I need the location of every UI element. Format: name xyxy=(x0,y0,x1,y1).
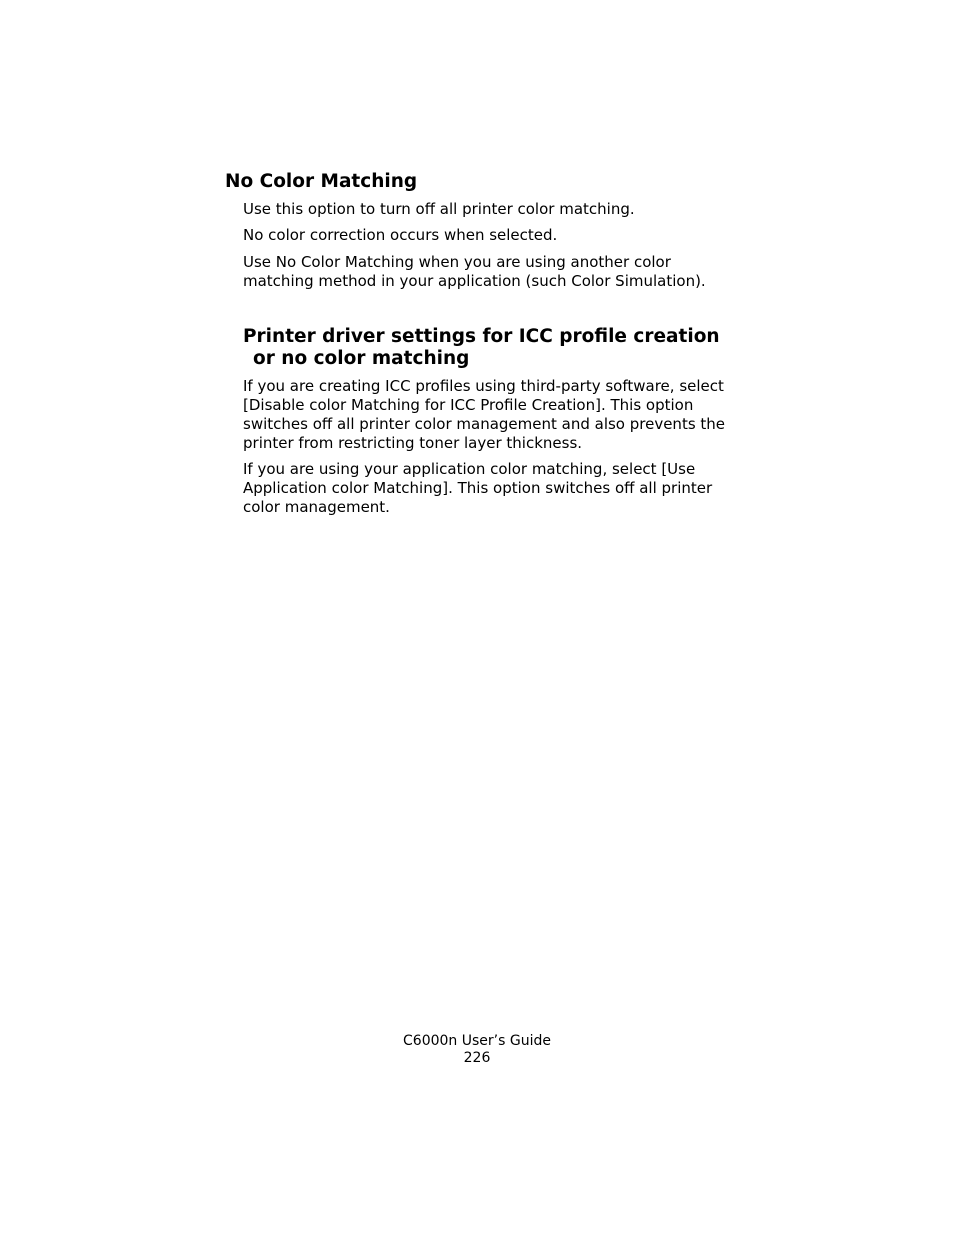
paragraph-no-correction: No color correction occurs when selected. xyxy=(243,226,558,244)
heading-line-2: or no color matching xyxy=(253,348,470,369)
footer-page-number: 226 xyxy=(463,1050,491,1066)
paragraph-use-no-color-matching: Use No Color Matching when you are using another color matching method in your application (such Color Simulation). xyxy=(243,253,706,290)
paragraph-application-matching: If you are using your application color matching, select [Use Application color Matching]. This option switches off all printer color management. xyxy=(243,460,713,516)
paragraph-icc-profiles: If you are creating ICC profiles using third-party software, select [Disable color Matching for ICC Profile Creation]. This option switches off all printer color management and also prevents the printer from restricting toner layer thickness. xyxy=(243,377,726,452)
footer-guide-title: C6000n User’s Guide xyxy=(403,1033,551,1049)
section-heading-icc-profile-creation xyxy=(243,326,763,370)
heading-line-1: Printer driver settings for ICC profile creation xyxy=(243,326,720,347)
section-heading-no-color-matching: No Color Matching xyxy=(225,171,418,192)
paragraph-turn-off-matching: Use this option to turn off all printer color matching. xyxy=(243,200,635,218)
